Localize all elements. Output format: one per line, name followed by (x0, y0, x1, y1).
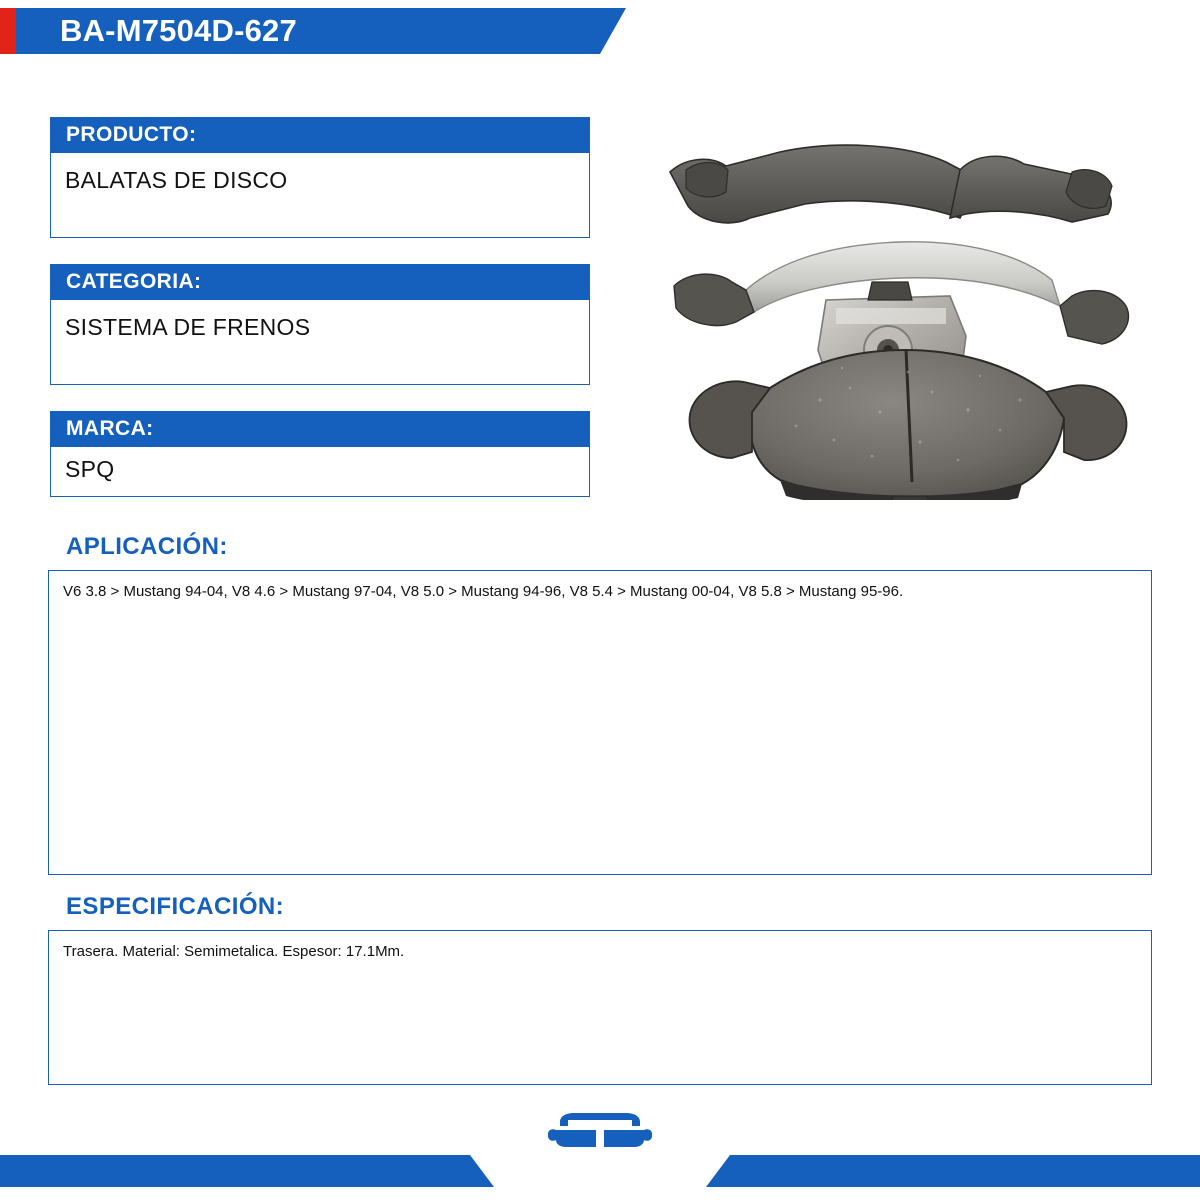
producto-label: PRODUCTO: (50, 117, 590, 153)
brake-pad-rear-left (670, 145, 980, 223)
product-image (620, 100, 1160, 500)
page-header (0, 0, 1200, 62)
brake-pad-icon (546, 1110, 654, 1152)
aplicacion-text: V6 3.8 > Mustang 94-04, V8 4.6 > Mustang 97-04, V8 5.0 > Mustang 94-96, V8 5.4 > Mustang 00-04, V8 5.8 > Mustang 95-96. (48, 570, 1152, 875)
brake-pad-front (689, 350, 1126, 500)
especificacion-text: Trasera. Material: Semimetalica. Espesor: 17.1Mm. (48, 930, 1152, 1085)
aplicacion-heading: APLICACIÓN: (66, 533, 228, 560)
page-title: BA-M7504D-627 (60, 13, 297, 48)
marca-value: SPQ (50, 447, 590, 497)
categoria-label: CATEGORIA: (50, 264, 590, 300)
especificacion-heading: ESPECIFICACIÓN: (66, 893, 285, 920)
producto-value: BALATAS DE DISCO (50, 153, 590, 238)
brake-pad-rear-right (950, 156, 1112, 222)
categoria-value: SISTEMA DE FRENOS (50, 300, 590, 385)
marca-label: MARCA: (50, 411, 590, 447)
header-blue-taper (600, 8, 626, 54)
footer-label: FRENOS (569, 1163, 631, 1179)
